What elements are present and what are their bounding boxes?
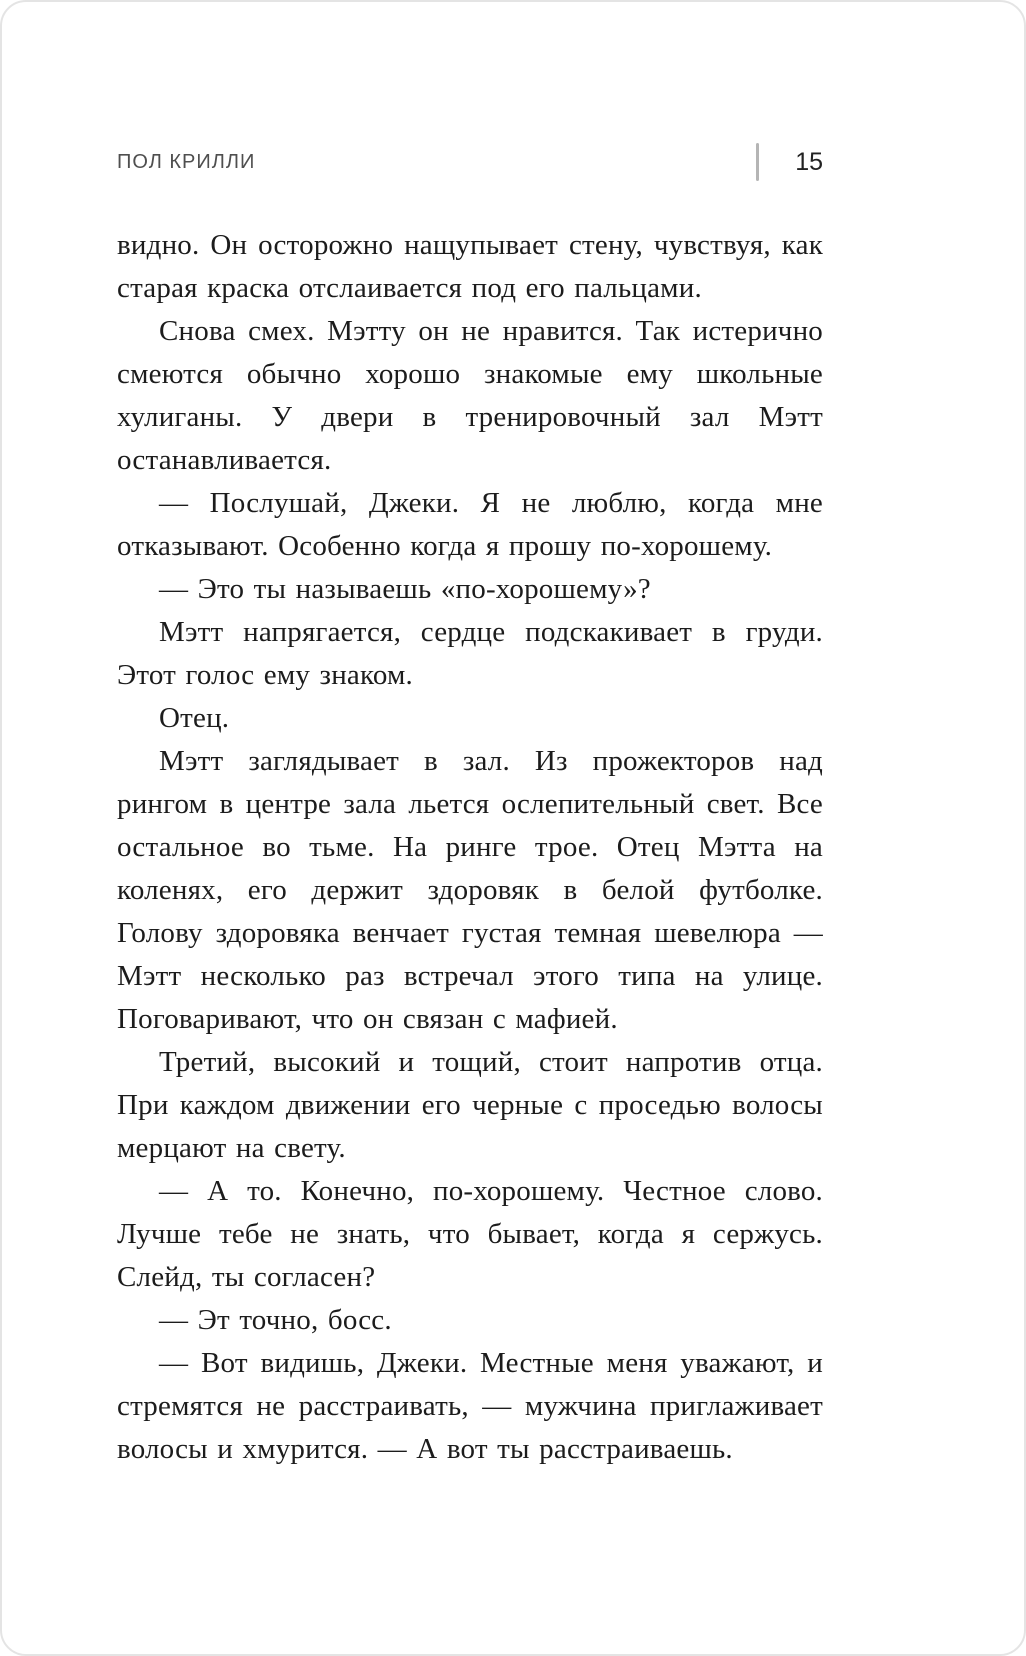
paragraph-2: Снова смех. Мэтту он не нравится. Так истерично смеются обычно хорошо знакомые ему школьные хулиганы. У двери в тренировочный зал Мэтт останавливается.	[117, 315, 823, 476]
body-text	[117, 224, 823, 1471]
paragraph-8: Третий, высокий и тощий, стоит напротив отца. При каждом движении его черные с проседью волосы мерцают на свету.	[117, 1046, 823, 1164]
paragraph-4: — Это ты называешь «по-хорошему»?	[159, 573, 651, 605]
paragraph-9: — А то. Конечно, по-хорошему. Честное слово. Лучше тебе не знать, что бывает, когда я сержусь. Слейд, ты согласен?	[117, 1175, 823, 1293]
page-content-column	[117, 142, 823, 1471]
paragraph-1: видно. Он осторожно нащупывает стену, чувствуя, как старая краска отслаивается под его пальцами.	[117, 229, 823, 304]
paragraph-10: — Эт точно, босс.	[159, 1304, 392, 1336]
paragraph-7: Мэтт заглядывает в зал. Из прожекторов над рингом в центре зала льется ослепительный свет. Все остальное во тьме. На ринге трое. Отец Мэтта на коленях, его держит здоровяк в белой футболке. Голову здоровяка венчает густая темная шевелюра — Мэтт несколько раз встречал этого типа на улице. Поговаривают, что он связан с мафией.	[117, 745, 823, 1035]
page-number: 15	[795, 147, 823, 176]
paragraph-6: Отец.	[159, 702, 230, 734]
page-header	[117, 142, 823, 182]
paragraph-3: — Послушай, Джеки. Я не люблю, когда мне отказывают. Особенно когда я прошу по-хорошему.	[117, 487, 823, 562]
page-number-group	[756, 143, 823, 181]
paragraph-11: — Вот видишь, Джеки. Местные меня уважают, и стремятся не расстраивать, — мужчина приглаживает волосы и хмурится. — А вот ты расстраиваешь.	[117, 1347, 823, 1465]
running-title: ПОЛ КРИЛЛИ	[117, 150, 256, 173]
paragraph-5: Мэтт напрягается, сердце подскакивает в груди. Этот голос ему знаком.	[117, 616, 823, 691]
header-divider	[756, 143, 759, 181]
